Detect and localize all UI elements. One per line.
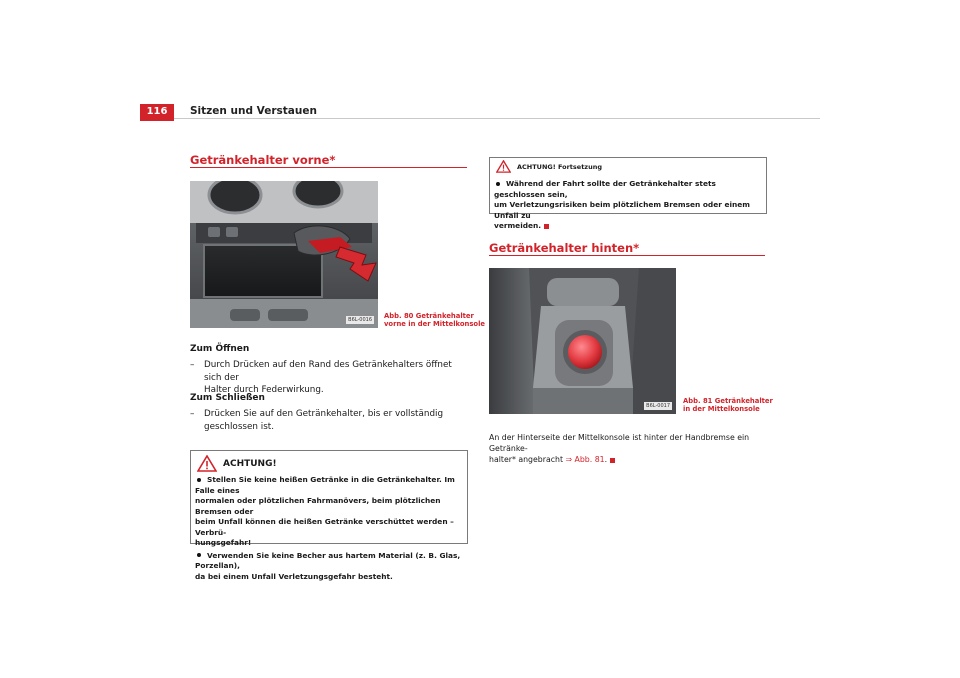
section-title: Sitzen und Verstauen: [190, 105, 317, 117]
bullet-icon: [197, 478, 201, 482]
text-line: vermeiden.: [494, 221, 542, 230]
heading-rule: [190, 167, 467, 168]
text-line: Halter durch Federwirkung.: [204, 385, 324, 395]
header-rule-accent: [140, 119, 174, 121]
figure-reference-link[interactable]: ⇒ Abb. 81: [565, 455, 605, 464]
warning-item: [195, 475, 465, 549]
warning-list: [195, 475, 465, 582]
dash: –: [190, 360, 195, 370]
text-line: da bei einem Unfall Verletzungsgefahr besteht.: [195, 571, 393, 581]
caption-line: vorne in der Mittelkonsole: [384, 320, 486, 328]
bullet-icon: [496, 182, 500, 186]
open-instruction: [190, 359, 470, 397]
close-instruction: [190, 408, 470, 433]
figure-code: B6L-0016: [348, 317, 372, 323]
text-line: Verwenden Sie keine Becher aus hartem Material (z. B. Glas, Porzellan),: [195, 550, 461, 570]
figure-caption: [384, 312, 485, 328]
warning-box-continued: [489, 157, 767, 230]
figure-rear-cupholder: [489, 268, 676, 414]
heading-rear-cupholder: Getränkehalter hinten*: [489, 241, 640, 255]
end-mark-icon: [610, 458, 615, 463]
warning-cont-title: ACHTUNG! Fortsetzung: [517, 162, 602, 171]
warning-item: [195, 551, 465, 583]
front-console-illustration: [190, 181, 378, 328]
warning-item: [494, 179, 764, 232]
caption-line: in der Mittelkonsole: [683, 405, 760, 413]
dash: –: [190, 409, 195, 419]
warning-triangle-icon: [496, 160, 511, 173]
text-line: normalen oder plötzlichen Fahrmanövers, beim plötzlichen Bremsen oder: [195, 496, 441, 516]
warning-box: [190, 450, 468, 581]
end-mark-icon: [544, 224, 549, 229]
text-line: An der Hinterseite der Mittelkonsole ist hinter der Handbremse ein Getränke-: [489, 433, 750, 453]
page-number: 116: [140, 104, 174, 119]
figure-code: B6L-0017: [646, 403, 670, 409]
rear-body-text: [489, 432, 774, 465]
text-line: geschlossen ist.: [204, 421, 275, 432]
figure-caption: [683, 397, 773, 413]
text-line: halter* angebracht: [489, 455, 564, 464]
caption-line: Abb. 80 Getränkehalter: [384, 312, 474, 320]
text-line: Während der Fahrt sollte der Getränkehalter stets geschlossen sein,: [494, 179, 716, 199]
heading-front-cupholder: Getränkehalter vorne*: [190, 153, 336, 167]
header-rule: [174, 118, 820, 119]
bullet-icon: [197, 553, 201, 557]
caption-line: Abb. 81 Getränkehalter: [683, 397, 773, 405]
text-line: Stellen Sie keine heißen Getränke in die Getränkehalter. Im Falle eines: [195, 475, 455, 495]
open-heading: Zum Öffnen: [190, 344, 250, 354]
text-line: beim Unfall können die heißen Getränke verschüttet werden – Verbrü-: [195, 517, 454, 537]
rear-console-illustration: [489, 268, 676, 414]
heading-rule: [489, 255, 765, 256]
text-punct: .: [604, 455, 608, 464]
figure-front-cupholder: [190, 181, 378, 328]
text-line: hungsgefahr!: [195, 538, 252, 547]
close-heading: Zum Schließen: [190, 393, 265, 403]
text-line: Durch Drücken auf den Rand des Getränkehalters öffnet sich der: [204, 360, 452, 383]
warning-triangle-icon: [197, 455, 217, 472]
warning-title: ACHTUNG!: [223, 458, 277, 469]
text-line: Drücken Sie auf den Getränkehalter, bis er vollständig: [204, 409, 444, 419]
text-line: um Verletzungsrisiken beim plötzlichem Bremsen oder einem Unfall zu: [494, 200, 750, 220]
